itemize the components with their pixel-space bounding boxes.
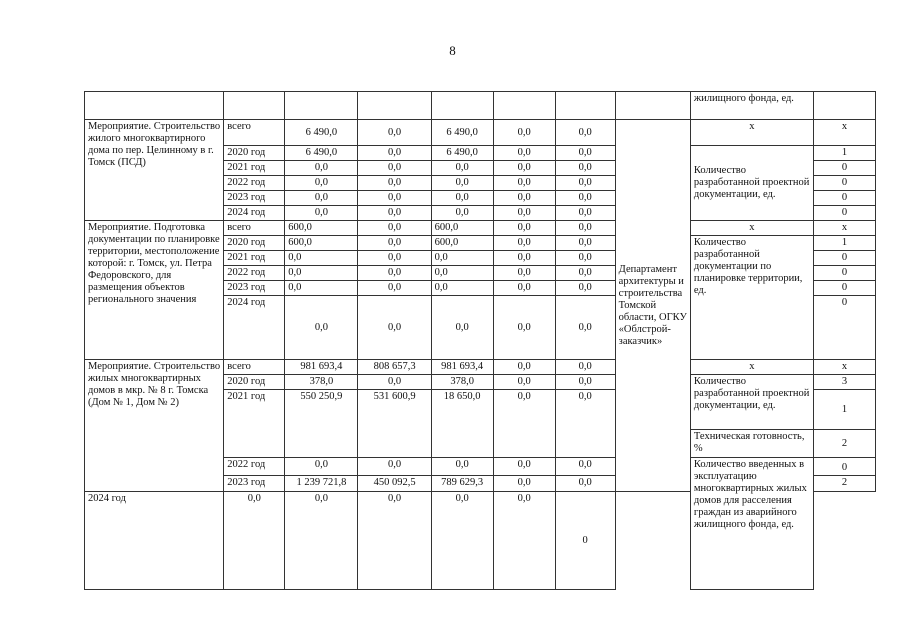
- period-cell: 2021 год: [224, 161, 285, 176]
- value-cell: 0,0: [555, 281, 615, 296]
- x-mark: x: [690, 221, 813, 236]
- x-mark: x: [813, 120, 875, 146]
- value-cell: 981 693,4: [431, 360, 493, 375]
- value-cell: 600,0: [431, 236, 493, 251]
- value-cell: 0,0: [431, 492, 493, 590]
- period-cell: 2022 год: [224, 176, 285, 191]
- measure-cell: Мероприятие. Строительство жилых многоквартирных домов в мкр. № 8 г. Томска (Дом № 1, Дом № 2): [85, 360, 224, 492]
- program-table: [84, 91, 876, 590]
- value-cell: 0,0: [555, 296, 615, 360]
- value-cell: 0,0: [493, 120, 555, 146]
- period-cell: 2021 год: [224, 390, 285, 458]
- value-cell: 981 693,4: [285, 360, 358, 375]
- period-cell: всего: [224, 360, 285, 375]
- value-cell: 0,0: [555, 206, 615, 221]
- value-cell: 0,0: [555, 236, 615, 251]
- value-cell: 600,0: [431, 221, 493, 236]
- value-cell: 0,0: [431, 296, 493, 360]
- value-cell: 0,0: [555, 221, 615, 236]
- value-cell: 0,0: [493, 191, 555, 206]
- value-cell: 0,0: [493, 360, 555, 375]
- period-cell: всего: [224, 221, 285, 236]
- value-cell: 0,0: [358, 206, 431, 221]
- value-cell: 6 490,0: [285, 120, 358, 146]
- value-cell: 550 250,9: [285, 390, 358, 458]
- period-cell: 2022 год: [224, 458, 285, 476]
- value-cell: 789 629,3: [431, 476, 493, 492]
- value-cell: 0,0: [431, 281, 493, 296]
- period-cell: 2021 год: [224, 251, 285, 266]
- indicator-cell: Количество введенных в эксплуатацию многоквартирных жилых домов для расселения граждан из аварийного жилищного фонда, ед.: [690, 458, 813, 590]
- x-mark: x: [690, 360, 813, 375]
- value-cell: 0,0: [555, 120, 615, 146]
- indicator-cell: Количество разработанной проектной документации, ед.: [690, 146, 813, 221]
- value-cell: 0,0: [358, 375, 431, 390]
- x-mark: x: [813, 221, 875, 236]
- x-mark: x: [813, 360, 875, 375]
- period-cell: 2023 год: [224, 476, 285, 492]
- value-cell: 0,0: [493, 161, 555, 176]
- indicator-value: 0: [813, 161, 875, 176]
- value-cell: 18 650,0: [431, 390, 493, 458]
- period-cell: 2024 год: [224, 206, 285, 221]
- continuation-row: [85, 92, 876, 120]
- indicator-cell: Техническая готовность, %: [690, 430, 813, 458]
- value-cell: 0,0: [555, 266, 615, 281]
- value-cell: 0,0: [358, 281, 431, 296]
- value-cell: 1 239 721,8: [285, 476, 358, 492]
- value-cell: 0,0: [358, 296, 431, 360]
- table-row: [85, 120, 876, 146]
- value-cell: 0,0: [555, 251, 615, 266]
- value-cell: 0,0: [224, 492, 285, 590]
- value-cell: 0,0: [285, 492, 358, 590]
- value-cell: 600,0: [285, 221, 358, 236]
- value-cell: 0,0: [285, 191, 358, 206]
- value-cell: 0,0: [285, 161, 358, 176]
- value-cell: 0,0: [493, 296, 555, 360]
- period-cell: 2022 год: [224, 266, 285, 281]
- value-cell: 0,0: [493, 251, 555, 266]
- value-cell: 0,0: [555, 458, 615, 476]
- executor-cell: Департамент архитектуры и строительства Томской области, ОГКУ «Облстрой-заказчик»: [615, 120, 690, 492]
- value-cell: 0,0: [285, 296, 358, 360]
- value-cell: 0,0: [431, 266, 493, 281]
- table-row: [85, 360, 876, 375]
- value-cell: 0,0: [555, 390, 615, 458]
- value-cell: 0,0: [555, 375, 615, 390]
- value-cell: 0,0: [358, 146, 431, 161]
- value-cell: 0,0: [493, 458, 555, 476]
- indicator-value: 0: [813, 458, 875, 476]
- value-cell: 0,0: [285, 176, 358, 191]
- value-cell: 0,0: [285, 206, 358, 221]
- indicator-value: 0: [813, 206, 875, 221]
- value-cell: 0,0: [358, 492, 431, 590]
- value-cell: 6 490,0: [431, 146, 493, 161]
- value-cell: 0,0: [431, 191, 493, 206]
- value-cell: 0,0: [555, 191, 615, 206]
- period-cell: 2020 год: [224, 146, 285, 161]
- value-cell: 0,0: [493, 236, 555, 251]
- value-cell: 0,0: [358, 120, 431, 146]
- value-cell: 0,0: [358, 251, 431, 266]
- value-cell: 0,0: [431, 206, 493, 221]
- value-cell: 450 092,5: [358, 476, 431, 492]
- measure-cell: Мероприятие. Подготовка документации по планировке территории, местоположение которой: г. Томск, ул. Петра Федоровского, для размещения объектов регионального значения: [85, 221, 224, 360]
- indicator-value: 0: [813, 296, 875, 360]
- value-cell: 6 490,0: [431, 120, 493, 146]
- value-cell: 378,0: [431, 375, 493, 390]
- indicator-value: 2: [813, 430, 875, 458]
- indicator-value: 0: [555, 492, 615, 590]
- table-row: [85, 221, 876, 236]
- value-cell: 0,0: [493, 375, 555, 390]
- value-cell: 0,0: [493, 476, 555, 492]
- value-cell: 0,0: [358, 221, 431, 236]
- value-cell: 0,0: [358, 236, 431, 251]
- value-cell: 0,0: [358, 266, 431, 281]
- indicator-value: 3: [813, 375, 875, 390]
- indicator-value: 0: [813, 251, 875, 266]
- value-cell: 0,0: [493, 206, 555, 221]
- period-cell: 2023 год: [224, 191, 285, 206]
- indicator-value: 1: [813, 236, 875, 251]
- value-cell: 0,0: [555, 176, 615, 191]
- period-cell: 2024 год: [85, 492, 224, 590]
- value-cell: 0,0: [555, 360, 615, 375]
- value-cell: 0,0: [493, 146, 555, 161]
- value-cell: 0,0: [493, 390, 555, 458]
- value-cell: 0,0: [431, 251, 493, 266]
- value-cell: 0,0: [358, 176, 431, 191]
- value-cell: 808 657,3: [358, 360, 431, 375]
- value-cell: 0,0: [555, 476, 615, 492]
- measure-cell: Мероприятие. Строительство жилого многоквартирного дома по пер. Целинному в г. Томск (ПСД): [85, 120, 224, 221]
- value-cell: 531 600,9: [358, 390, 431, 458]
- value-cell: 0,0: [358, 161, 431, 176]
- value-cell: 0,0: [493, 221, 555, 236]
- value-cell: 0,0: [431, 176, 493, 191]
- period-cell: 2020 год: [224, 236, 285, 251]
- value-cell: 0,0: [358, 191, 431, 206]
- indicator-value: 0: [813, 176, 875, 191]
- value-cell: 0,0: [493, 266, 555, 281]
- value-cell: 600,0: [285, 236, 358, 251]
- value-cell: 0,0: [493, 492, 555, 590]
- value-cell: 0,0: [285, 281, 358, 296]
- value-cell: 0,0: [358, 458, 431, 476]
- indicator-value: 0: [813, 281, 875, 296]
- page-number: 8: [449, 43, 456, 58]
- value-cell: 0,0: [493, 281, 555, 296]
- indicator-value: 1: [813, 390, 875, 430]
- value-cell: 0,0: [285, 266, 358, 281]
- indicator-value: 0: [813, 191, 875, 206]
- indicator-value: 0: [813, 266, 875, 281]
- value-cell: 0,0: [285, 251, 358, 266]
- indicator-value: 1: [813, 146, 875, 161]
- period-cell: 2024 год: [224, 296, 285, 360]
- period-cell: всего: [224, 120, 285, 146]
- value-cell: 0,0: [431, 458, 493, 476]
- period-cell: 2020 год: [224, 375, 285, 390]
- period-cell: 2023 год: [224, 281, 285, 296]
- value-cell: 0,0: [285, 458, 358, 476]
- x-mark: x: [690, 120, 813, 146]
- value-cell: 0,0: [493, 176, 555, 191]
- indicator-cell: Количество разработанной проектной документации, ед.: [690, 375, 813, 430]
- value-cell: 6 490,0: [285, 146, 358, 161]
- value-cell: 0,0: [555, 161, 615, 176]
- value-cell: 0,0: [431, 161, 493, 176]
- indicator-cell: Количество разработанной документации по планировке территории, ед.: [690, 236, 813, 360]
- indicator-cell: жилищного фонда, ед.: [690, 92, 813, 120]
- indicator-value: 2: [813, 476, 875, 492]
- value-cell: 0,0: [555, 146, 615, 161]
- value-cell: 378,0: [285, 375, 358, 390]
